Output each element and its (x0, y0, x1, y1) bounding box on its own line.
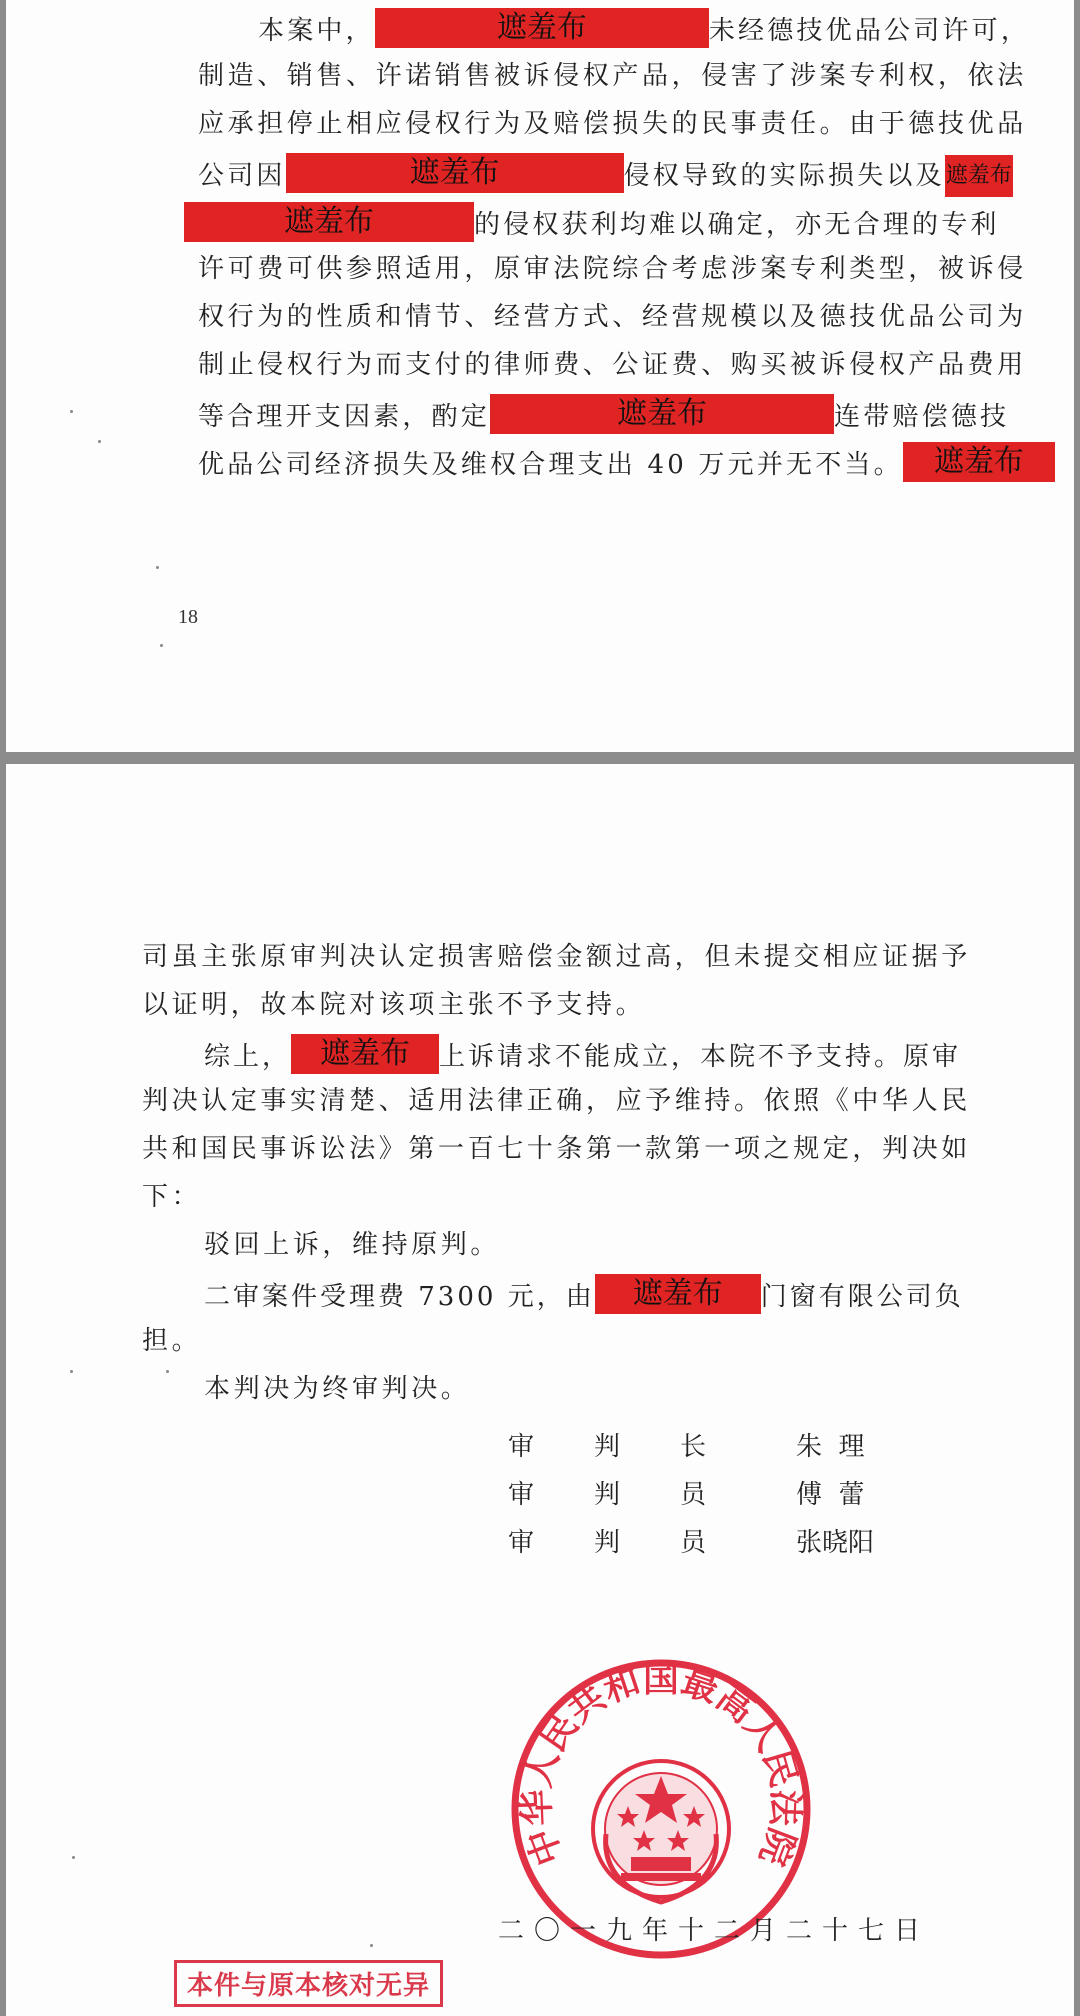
judge-title-char: 员 (680, 1528, 707, 1558)
text-segment: 制造、销售、许诺销售被诉侵权产品，侵害了涉案专利权，依法 (198, 61, 1027, 91)
text-line (204, 1036, 961, 1076)
redaction-block: 遮羞布 (286, 153, 624, 193)
judgment-date: 二〇一九年十二月二十七日 (498, 1916, 931, 1946)
redaction-block: 遮羞布 (490, 394, 834, 434)
text-line (142, 1132, 971, 1166)
text-segment: 等合理开支因素，酌定 (198, 402, 491, 432)
judge-title-char: 审 (508, 1480, 535, 1510)
text-segment: 二审案件受理费 7300 元，由 (204, 1282, 595, 1312)
text-segment: 优品公司经济损失及维权合理支出 40 万元并无不当。 (198, 450, 903, 480)
text-line (198, 300, 1027, 334)
text-line (258, 10, 1030, 50)
text-segment: 担。 (142, 1326, 202, 1356)
document-page-19 (6, 764, 1074, 2016)
redaction-block: 遮羞布 (903, 442, 1055, 482)
judge-name: 傅 蕾 (796, 1480, 865, 1510)
text-segment: 权行为的性质和情节、经营方式、经营规模以及德技优品公司为 (198, 302, 1027, 332)
redaction-block: 遮羞布 (291, 1034, 439, 1074)
judge-title-char: 判 (594, 1528, 621, 1558)
document-page-18 (6, 0, 1074, 752)
text-line (198, 252, 1027, 286)
text-segment: 本案中， (258, 16, 375, 46)
judge-title-char: 长 (680, 1432, 707, 1462)
judge-title-char: 审 (508, 1432, 535, 1462)
text-segment: 上诉请求不能成立，本院不予支持。原审 (439, 1042, 962, 1072)
redaction-block: 遮羞布 (945, 155, 1013, 197)
text-line (204, 1276, 964, 1316)
text-line (198, 444, 1055, 484)
text-segment: 许可费可供参照适用，原审法院综合考虑涉案专利类型，被诉侵 (198, 254, 1027, 284)
seal-text: 中华人民共和国最高人民法院 (516, 1659, 806, 1871)
judge-title-char: 审 (508, 1528, 535, 1558)
text-segment: 的侵权获利均难以确定，亦无合理的专利 (474, 210, 1000, 240)
text-segment: 制止侵权行为而支付的律师费、公证费、购买被诉侵权产品费用 (198, 350, 1027, 380)
text-segment: 以证明，故本院对该项主张不予支持。 (142, 990, 646, 1020)
text-line (198, 396, 1009, 436)
judge-title-char: 判 (594, 1480, 621, 1510)
text-line (142, 1324, 201, 1358)
text-segment: 公司因 (198, 161, 286, 191)
text-line (198, 59, 1027, 93)
text-segment: 综上， (204, 1042, 292, 1072)
text-segment: 司虽主张原审判决认定损害赔偿金额过高，但未提交相应证据予 (142, 942, 971, 972)
text-line (198, 348, 1027, 382)
judge-title-char: 判 (594, 1432, 621, 1462)
text-line (198, 107, 1027, 141)
text-segment: 未经德技优品公司许可， (708, 16, 1031, 46)
text-segment: 侵权导致的实际损失以及 (623, 161, 945, 191)
redaction-block: 遮羞布 (184, 202, 474, 242)
text-line (142, 1180, 201, 1214)
text-line (198, 155, 1013, 199)
text-segment: 判决认定事实清楚、适用法律正确，应予维持。依照《中华人民 (142, 1086, 971, 1116)
judge-name: 张晓阳 (796, 1528, 875, 1558)
redaction-block: 遮羞布 (375, 8, 709, 48)
text-segment: 驳回上诉，维持原判。 (204, 1230, 501, 1260)
text-segment: 应承担停止相应侵权行为及赔偿损失的民事责任。由于德技优品 (198, 109, 1027, 139)
text-segment: 共和国民事诉讼法》第一百七十条第一款第一项之规定，判决如 (142, 1134, 971, 1164)
text-line (142, 988, 645, 1022)
text-line (142, 1084, 971, 1118)
text-segment: 下： (142, 1182, 202, 1212)
judge-name: 朱 理 (796, 1432, 865, 1462)
text-line (184, 204, 1000, 244)
redaction-block: 遮羞布 (595, 1274, 761, 1314)
text-line (142, 940, 971, 974)
page-number: 18 (178, 606, 198, 628)
text-segment: 门窗有限公司负 (760, 1282, 964, 1312)
text-segment: 本判决为终审判决。 (204, 1374, 471, 1404)
text-line (204, 1228, 500, 1262)
judge-title-char: 员 (680, 1480, 707, 1510)
text-line (204, 1372, 470, 1406)
copy-verified-stamp: 本件与原本核对无异 (174, 1960, 443, 2007)
text-segment: 连带赔偿德技 (834, 402, 1010, 432)
